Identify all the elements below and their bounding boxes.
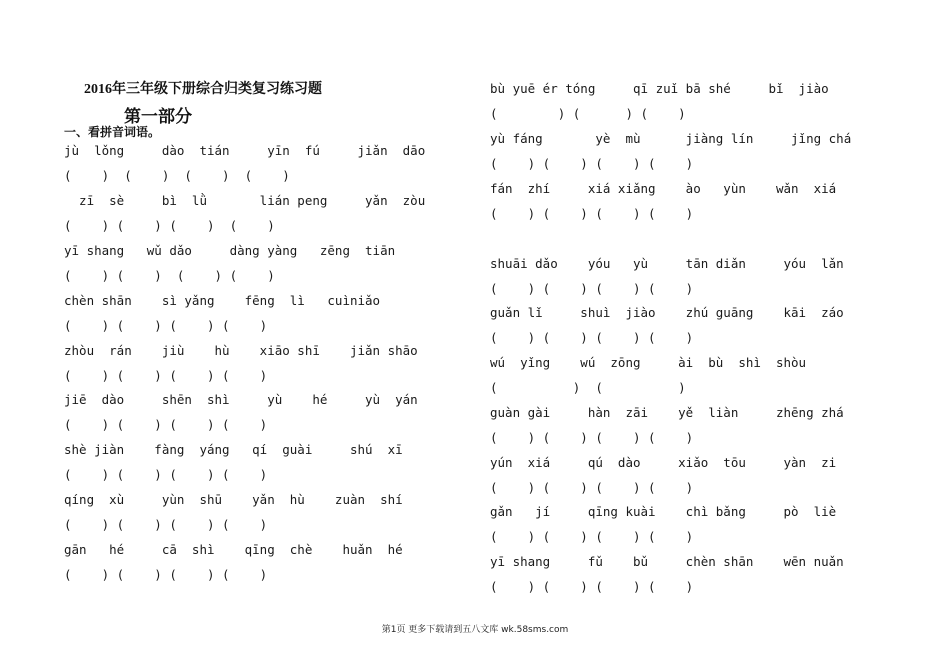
answer-blanks[interactable]: ( ) ( ) [490, 380, 686, 395]
answer-blanks[interactable]: ( ) ( ) ( ) ( ) [490, 156, 694, 171]
answer-blanks[interactable]: ( ) ( ) ( ) ( ) [490, 206, 694, 221]
pinyin-line: bù yuē ér tóng qī zuǐ bā shé bǐ jiào [490, 81, 829, 96]
answer-blanks[interactable]: ( ) ( ) ( ) ( ) [490, 430, 694, 445]
page-title: 2016年三年级下册综合归类复习练习题 [84, 82, 322, 97]
answer-blanks[interactable]: ( ) ( ) ( ) ( ) [64, 268, 275, 283]
pinyin-line: yún xiá qú dào xiǎo tōu yàn zi [490, 455, 837, 470]
pinyin-line: shè jiàn fàng yáng qí guài shú xī [64, 442, 403, 457]
pinyin-line: gǎn jí qīng kuài chì bǎng pò liè [490, 504, 837, 519]
answer-blanks[interactable]: ( ) ( ) ( ) ( ) [490, 281, 694, 296]
answer-blanks[interactable]: ( ) ( ) ( ) [490, 106, 686, 121]
answer-blanks[interactable]: ( ) ( ) ( ) ( ) [64, 517, 268, 532]
answer-blanks[interactable]: ( ) ( ) ( ) ( ) [490, 480, 694, 495]
page-footer: 第1页 更多下载请到五八文库 wk.58sms.com [381, 625, 569, 635]
pinyin-line: chèn shān sì yǎng fēng lì cuìniǎo [64, 293, 381, 308]
pinyin-line: gān hé cā shì qīng chè huǎn hé [64, 542, 403, 557]
pinyin-line: fán zhí xiá xiǎng ào yùn wǎn xiá [490, 181, 837, 196]
answer-blanks[interactable]: ( ) ( ) ( ) ( ) [64, 467, 268, 482]
pinyin-line: jiē dào shēn shì yù hé yù yán [64, 392, 418, 407]
answer-blanks[interactable]: ( ) ( ) ( ) ( ) [490, 579, 694, 594]
pinyin-line: zī sè bì lǜ lián peng yǎn zòu [64, 193, 426, 208]
answer-blanks[interactable]: ( ) ( ) ( ) ( ) [64, 168, 290, 183]
answer-blanks[interactable]: ( ) ( ) ( ) ( ) [64, 318, 268, 333]
answer-blanks[interactable]: ( ) ( ) ( ) ( ) [64, 417, 268, 432]
pinyin-line: jù lǒng dào tián yīn fú jiǎn dāo [64, 143, 426, 158]
part-heading: 第一部分 [124, 107, 192, 126]
pinyin-line: guàn gài hàn zāi yě liàn zhēng zhá [490, 405, 844, 420]
pinyin-line: guǎn lǐ shuì jiào zhú guāng kāi záo [490, 305, 844, 320]
answer-blanks[interactable]: ( ) ( ) ( ) ( ) [490, 330, 694, 345]
pinyin-line: yù fáng yè mù jiàng lín jǐng chá [490, 131, 852, 146]
pinyin-line: yī shang fǔ bǔ chèn shān wēn nuǎn [490, 554, 844, 569]
answer-blanks[interactable]: ( ) ( ) ( ) ( ) [64, 368, 268, 383]
pinyin-line: yī shang wǔ dǎo dàng yàng zēng tiān [64, 243, 396, 258]
answer-blanks[interactable]: ( ) ( ) ( ) ( ) [64, 218, 275, 233]
answer-blanks[interactable]: ( ) ( ) ( ) ( ) [490, 529, 694, 544]
pinyin-line: shuāi dǎo yóu yù tān diǎn yóu lǎn [490, 256, 844, 271]
answer-blanks[interactable]: ( ) ( ) ( ) ( ) [64, 567, 268, 582]
pinyin-line: qíng xù yùn shū yǎn hù zuàn shí [64, 492, 403, 507]
pinyin-line: zhòu rán jiù hù xiāo shī jiǎn shāo [64, 343, 418, 358]
pinyin-line: wú yǐng wú zōng ài bù shì shòu [490, 355, 807, 370]
section-heading: 一、看拼音词语。 [64, 125, 161, 139]
